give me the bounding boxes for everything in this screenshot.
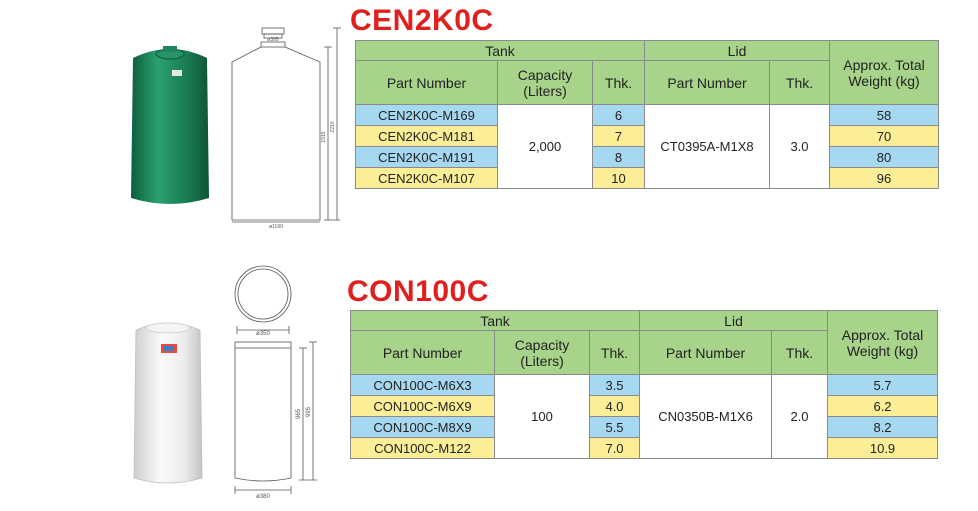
cell-part: CEN2K0C-M169 [356, 105, 498, 126]
header-tank: Tank [356, 41, 645, 61]
cell-weight: 5.7 [828, 375, 938, 396]
header-lid: Lid [645, 41, 830, 61]
header-weight: Approx. Total Weight (kg) [828, 311, 938, 375]
product-title-con100c: CON100C [347, 275, 489, 308]
header-thk: Thk. [590, 331, 640, 375]
drawing-dim-height-body: 965 [296, 408, 302, 420]
header-lid: Lid [640, 311, 828, 331]
cell-thk: 8 [593, 147, 645, 168]
drawing-dim-top: ø395 [267, 37, 279, 43]
cell-weight: 10.9 [828, 438, 938, 459]
header-lid-thk: Thk. [770, 61, 830, 105]
cell-thk: 5.5 [590, 417, 640, 438]
spec-table-con100c [350, 310, 938, 459]
cell-part: CEN2K0C-M181 [356, 126, 498, 147]
cell-lid-part: CN0350B-M1X6 [640, 375, 772, 459]
tank-technical-drawing-cen2k0c [225, 22, 345, 232]
cell-capacity: 2,000 [498, 105, 593, 189]
product-title-cen2k0c: CEN2K0C [350, 4, 494, 37]
tank-photo-white [128, 316, 208, 488]
drawing-dim-height-body: 1915 [321, 131, 327, 143]
cell-weight: 8.2 [828, 417, 938, 438]
tank-technical-drawing-con100c [225, 264, 325, 500]
cell-weight: 80 [830, 147, 939, 168]
cell-weight: 70 [830, 126, 939, 147]
header-capacity: Capacity (Liters) [495, 331, 590, 375]
header-thk: Thk. [593, 61, 645, 105]
cell-lid-part: CT0395A-M1X8 [645, 105, 770, 189]
cell-lid-thk: 2.0 [772, 375, 828, 459]
cell-thk: 6 [593, 105, 645, 126]
cell-thk: 3.5 [590, 375, 640, 396]
cell-thk: 4.0 [590, 396, 640, 417]
cell-weight: 96 [830, 168, 939, 189]
drawing-dim-height-total: 2210 [330, 121, 336, 133]
cell-part: CON100C-M6X3 [351, 375, 495, 396]
cell-weight: 6.2 [828, 396, 938, 417]
header-part-number: Part Number [356, 61, 498, 105]
drawing-dim-bottom: ø380 [256, 494, 270, 500]
cell-part: CON100C-M122 [351, 438, 495, 459]
cell-capacity: 100 [495, 375, 590, 459]
header-lid-thk: Thk. [772, 331, 828, 375]
cell-part: CON100C-M8X9 [351, 417, 495, 438]
drawing-dim-top: ø350 [256, 331, 270, 337]
cell-weight: 58 [830, 105, 939, 126]
cell-thk: 7.0 [590, 438, 640, 459]
cell-part: CON100C-M6X9 [351, 396, 495, 417]
spec-table-cen2k0c [355, 40, 939, 189]
cell-part: CEN2K0C-M107 [356, 168, 498, 189]
header-part-number: Part Number [351, 331, 495, 375]
cell-lid-thk: 3.0 [770, 105, 830, 189]
header-lid-part-number: Part Number [645, 61, 770, 105]
cell-thk: 7 [593, 126, 645, 147]
cell-part: CEN2K0C-M191 [356, 147, 498, 168]
header-tank: Tank [351, 311, 640, 331]
drawing-dim-bottom: ø1160 [269, 224, 283, 230]
drawing-dim-height-total: 995 [306, 406, 312, 418]
header-weight: Approx. Total Weight (kg) [830, 41, 939, 105]
header-capacity: Capacity (Liters) [498, 61, 593, 105]
cell-thk: 10 [593, 168, 645, 189]
tank-photo-green [125, 40, 215, 210]
header-lid-part-number: Part Number [640, 331, 772, 375]
